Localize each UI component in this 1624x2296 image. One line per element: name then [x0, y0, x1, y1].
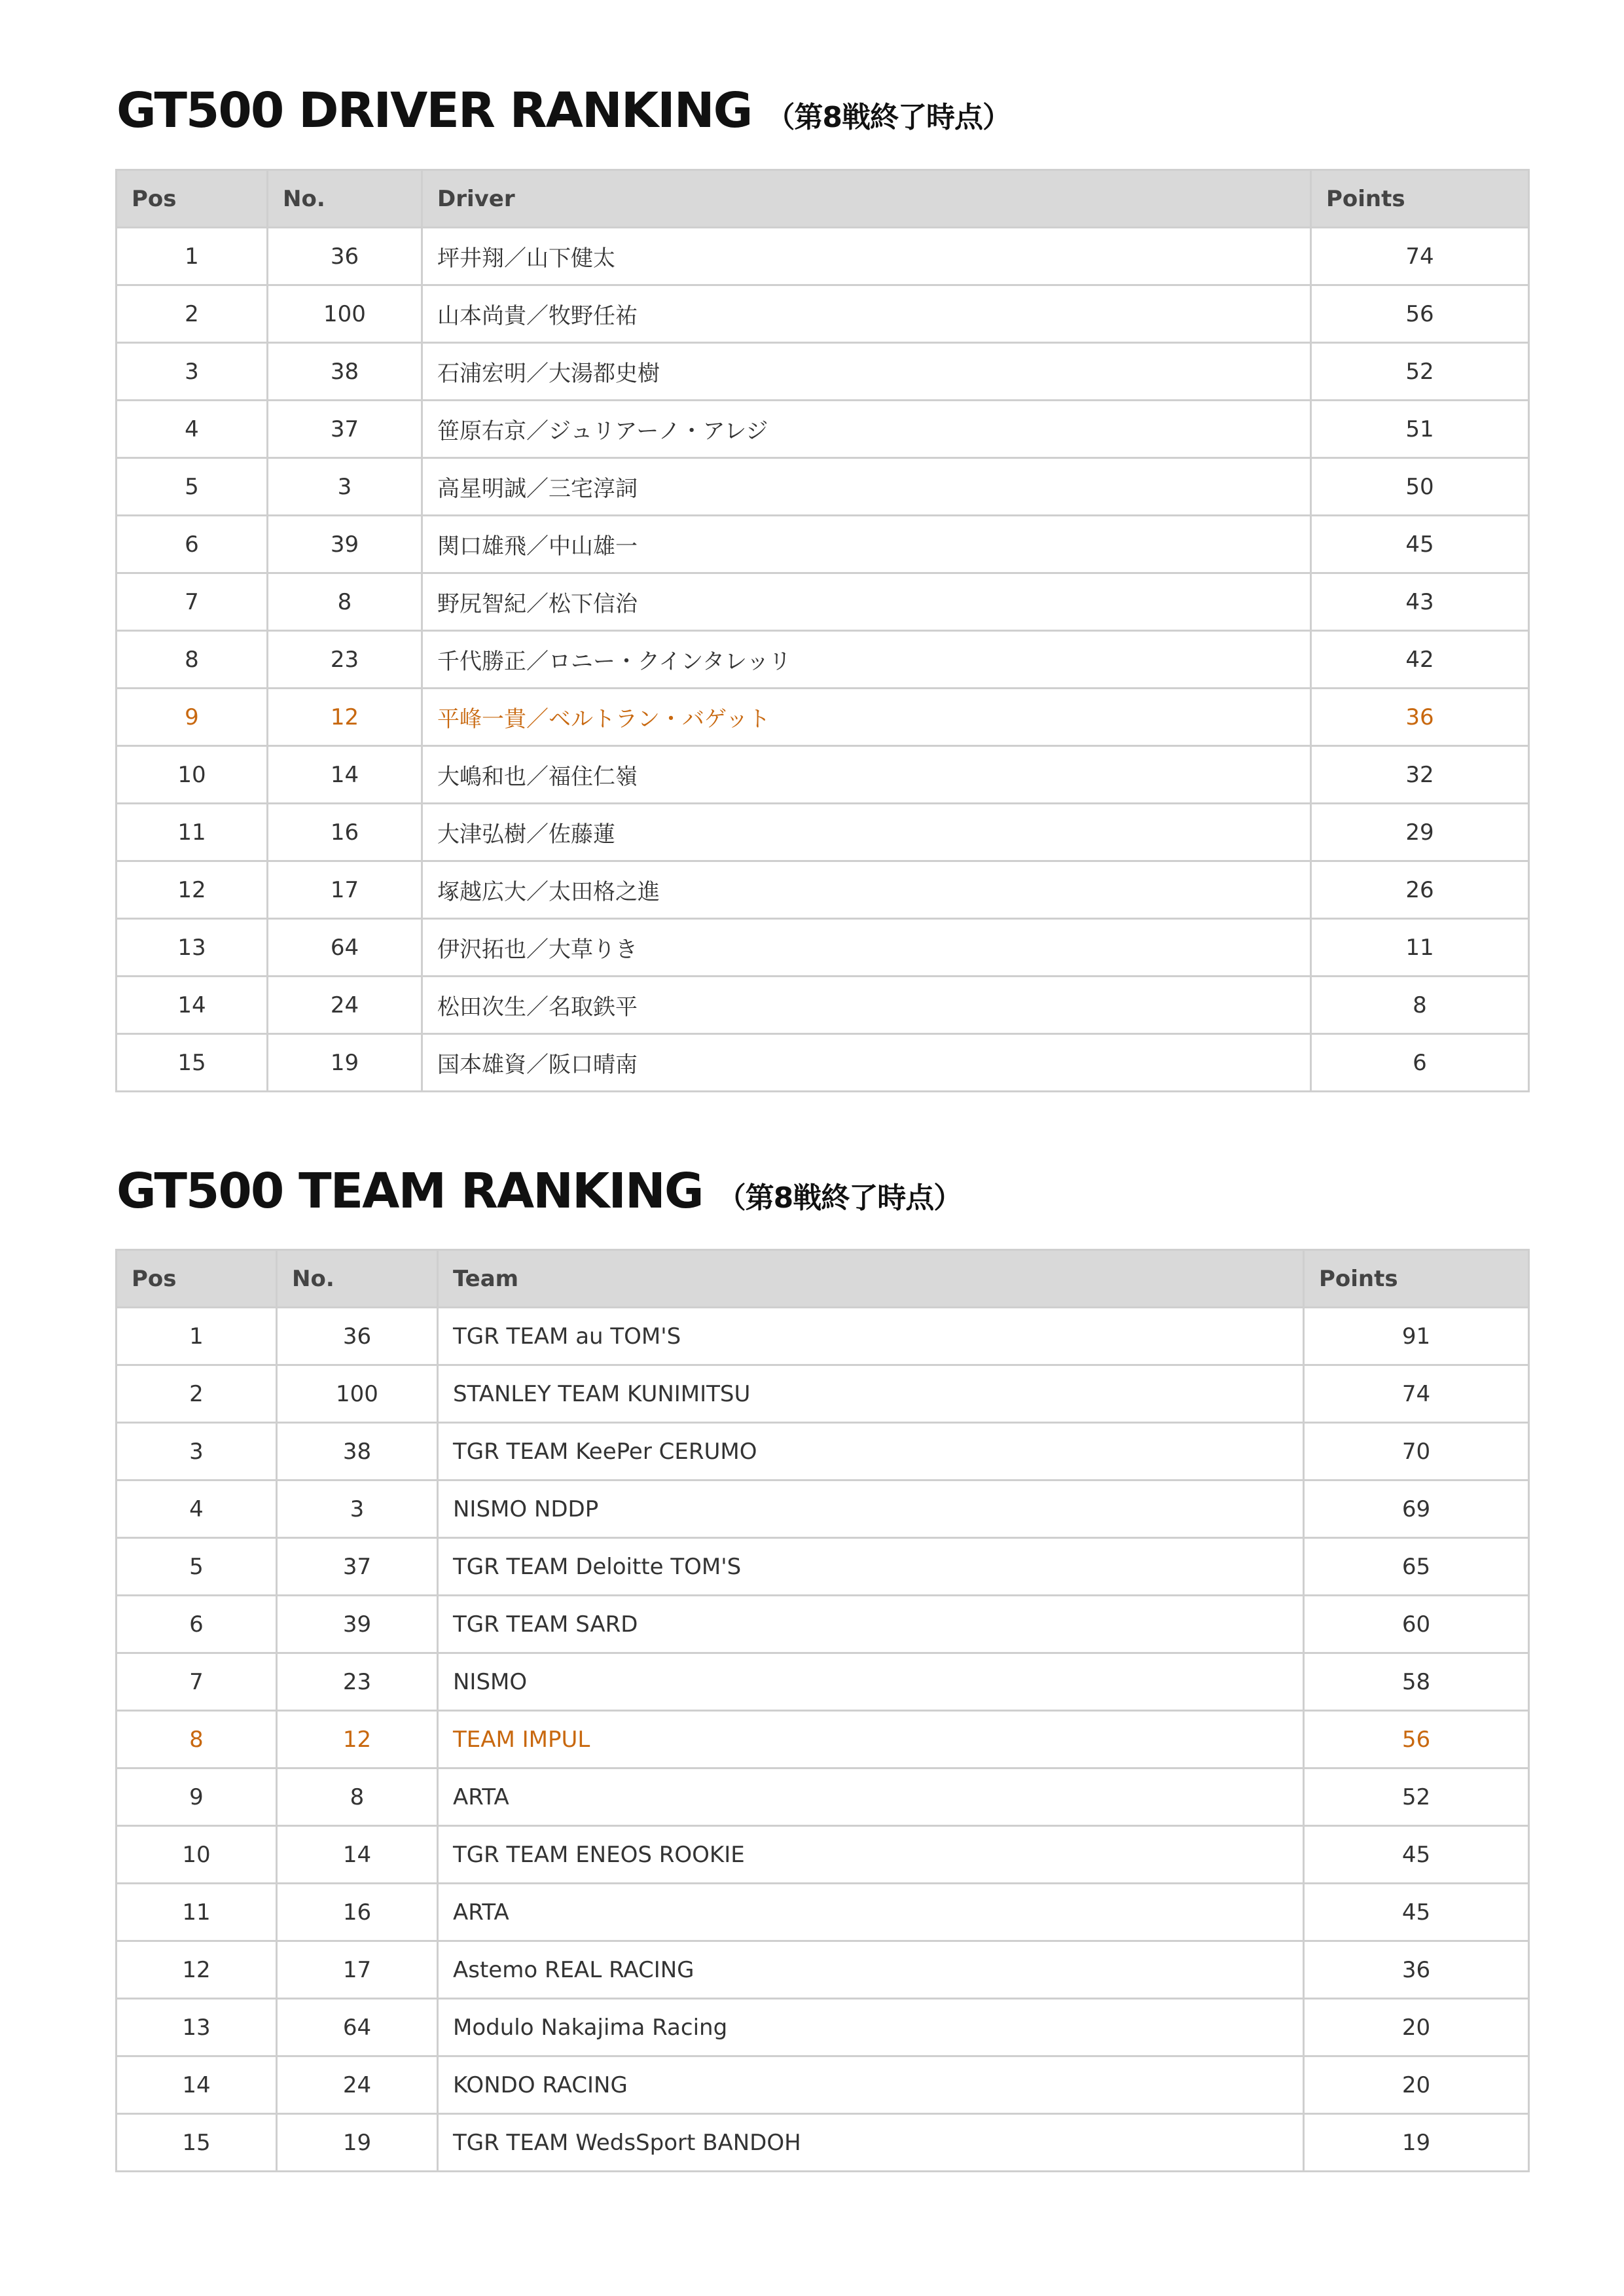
car-number-cell: 16 [268, 804, 422, 861]
team-cell: TGR TEAM WedsSport BANDOH [438, 2114, 1304, 2172]
team-ranking-title-text: GT500 TEAM RANKING [117, 1163, 703, 1219]
points-cell: 36 [1304, 1941, 1529, 1999]
table-row [117, 228, 1529, 285]
pos-cell: 11 [117, 1884, 277, 1941]
pos-cell: 11 [117, 804, 268, 861]
pos-cell: 5 [117, 458, 268, 516]
points-cell: 36 [1311, 689, 1529, 746]
pos-cell: 4 [117, 401, 268, 458]
team-cell: TGR TEAM SARD [438, 1596, 1304, 1653]
points-cell: 70 [1304, 1423, 1529, 1480]
car-number-cell: 39 [268, 516, 422, 573]
team-ranking-subtitle: （第8戦終了時点） [717, 1181, 962, 1215]
pos-cell: 8 [117, 631, 268, 689]
car-number-cell: 19 [277, 2114, 438, 2172]
table-row [117, 804, 1529, 861]
points-cell: 56 [1311, 285, 1529, 343]
pos-cell: 2 [117, 1365, 277, 1423]
car-number-cell: 100 [277, 1365, 438, 1423]
driver-cell: 千代勝正／ロニー・クインタレッリ [422, 631, 1311, 689]
pos-cell: 13 [117, 919, 268, 977]
table-header-row [117, 1250, 1529, 1308]
driver-cell: 伊沢拓也／大草りき [422, 919, 1311, 977]
driver-ranking-title [117, 82, 1011, 139]
car-number-cell: 39 [277, 1596, 438, 1653]
pos-cell: 14 [117, 977, 268, 1034]
car-number-cell: 14 [277, 1826, 438, 1884]
driver-cell: 国本雄資／阪口晴南 [422, 1034, 1311, 1092]
team-cell: TGR TEAM ENEOS ROOKIE [438, 1826, 1304, 1884]
table-row [117, 2056, 1529, 2114]
pos-cell: 1 [117, 1308, 277, 1365]
pos-cell: 7 [117, 573, 268, 631]
car-number-cell: 36 [277, 1308, 438, 1365]
pos-cell: 10 [117, 1826, 277, 1884]
team-cell: TGR TEAM KeePer CERUMO [438, 1423, 1304, 1480]
pos-cell: 1 [117, 228, 268, 285]
driver-cell: 大嶋和也／福住仁嶺 [422, 746, 1311, 804]
points-cell: 45 [1304, 1826, 1529, 1884]
table-row [117, 1538, 1529, 1596]
table-row [117, 343, 1529, 401]
team-cell: Astemo REAL RACING [438, 1941, 1304, 1999]
car-number-cell: 3 [268, 458, 422, 516]
header-driver: Driver [422, 170, 1311, 228]
points-cell: 74 [1311, 228, 1529, 285]
points-cell: 91 [1304, 1308, 1529, 1365]
table-row [117, 746, 1529, 804]
header-points: Points [1311, 170, 1529, 228]
driver-cell: 野尻智紀／松下信治 [422, 573, 1311, 631]
table-row [117, 631, 1529, 689]
car-number-cell: 12 [268, 689, 422, 746]
pos-cell: 4 [117, 1480, 277, 1538]
pos-cell: 9 [117, 1768, 277, 1826]
points-cell: 19 [1304, 2114, 1529, 2172]
pos-cell: 7 [117, 1653, 277, 1711]
points-cell: 50 [1311, 458, 1529, 516]
points-cell: 20 [1304, 1999, 1529, 2056]
pos-cell: 14 [117, 2056, 277, 2114]
header-pos: Pos [117, 1250, 277, 1308]
driver-cell: 関口雄飛／中山雄一 [422, 516, 1311, 573]
points-cell: 11 [1311, 919, 1529, 977]
car-number-cell: 23 [268, 631, 422, 689]
driver-cell: 大津弘樹／佐藤蓮 [422, 804, 1311, 861]
table-row [117, 1480, 1529, 1538]
points-cell: 69 [1304, 1480, 1529, 1538]
table-row [117, 1711, 1529, 1768]
pos-cell: 3 [117, 1423, 277, 1480]
points-cell: 29 [1311, 804, 1529, 861]
driver-cell: 塚越広大／太田格之進 [422, 861, 1311, 919]
pos-cell: 8 [117, 1711, 277, 1768]
points-cell: 74 [1304, 1365, 1529, 1423]
driver-cell: 高星明誠／三宅淳詞 [422, 458, 1311, 516]
pos-cell: 15 [117, 1034, 268, 1092]
car-number-cell: 100 [268, 285, 422, 343]
table-row [117, 1423, 1529, 1480]
table-row [117, 573, 1529, 631]
team-cell: KONDO RACING [438, 2056, 1304, 2114]
table-row [117, 401, 1529, 458]
driver-cell: 平峰一貴／ベルトラン・バゲット [422, 689, 1311, 746]
points-cell: 60 [1304, 1596, 1529, 1653]
points-cell: 45 [1311, 516, 1529, 573]
team-cell: NISMO NDDP [438, 1480, 1304, 1538]
points-cell: 43 [1311, 573, 1529, 631]
car-number-cell: 8 [268, 573, 422, 631]
car-number-cell: 37 [277, 1538, 438, 1596]
car-number-cell: 37 [268, 401, 422, 458]
driver-ranking-subtitle: （第8戦終了時点） [766, 101, 1011, 134]
car-number-cell: 3 [277, 1480, 438, 1538]
table-row [117, 689, 1529, 746]
points-cell: 45 [1304, 1884, 1529, 1941]
points-cell: 26 [1311, 861, 1529, 919]
points-cell: 56 [1304, 1711, 1529, 1768]
table-row [117, 1999, 1529, 2056]
header-team: Team [438, 1250, 1304, 1308]
car-number-cell: 64 [277, 1999, 438, 2056]
driver-cell: 石浦宏明／大湯都史樹 [422, 343, 1311, 401]
pos-cell: 9 [117, 689, 268, 746]
points-cell: 58 [1304, 1653, 1529, 1711]
car-number-cell: 17 [277, 1941, 438, 1999]
table-row [117, 458, 1529, 516]
driver-cell: 笹原右京／ジュリアーノ・アレジ [422, 401, 1311, 458]
team-cell: STANLEY TEAM KUNIMITSU [438, 1365, 1304, 1423]
team-cell: ARTA [438, 1768, 1304, 1826]
points-cell: 52 [1304, 1768, 1529, 1826]
car-number-cell: 8 [277, 1768, 438, 1826]
table-row [117, 1034, 1529, 1092]
pos-cell: 5 [117, 1538, 277, 1596]
header-pos: Pos [117, 170, 268, 228]
table-row [117, 919, 1529, 977]
car-number-cell: 38 [268, 343, 422, 401]
table-row [117, 1596, 1529, 1653]
table-header-row [117, 170, 1529, 228]
header-points: Points [1304, 1250, 1529, 1308]
pos-cell: 6 [117, 1596, 277, 1653]
pos-cell: 3 [117, 343, 268, 401]
points-cell: 6 [1311, 1034, 1529, 1092]
car-number-cell: 64 [268, 919, 422, 977]
team-cell: TGR TEAM au TOM'S [438, 1308, 1304, 1365]
car-number-cell: 36 [268, 228, 422, 285]
driver-cell: 坪井翔／山下健太 [422, 228, 1311, 285]
table-row [117, 1826, 1529, 1884]
team-cell: TEAM IMPUL [438, 1711, 1304, 1768]
car-number-cell: 38 [277, 1423, 438, 1480]
table-row [117, 1365, 1529, 1423]
table-row [117, 516, 1529, 573]
table-row [117, 1768, 1529, 1826]
table-row [117, 2114, 1529, 2172]
car-number-cell: 12 [277, 1711, 438, 1768]
team-cell: Modulo Nakajima Racing [438, 1999, 1304, 2056]
driver-ranking-title-text: GT500 DRIVER RANKING [117, 82, 752, 139]
pos-cell: 12 [117, 1941, 277, 1999]
points-cell: 20 [1304, 2056, 1529, 2114]
pos-cell: 12 [117, 861, 268, 919]
team-ranking-table [115, 1249, 1530, 2172]
points-cell: 8 [1311, 977, 1529, 1034]
team-cell: TGR TEAM Deloitte TOM'S [438, 1538, 1304, 1596]
car-number-cell: 24 [268, 977, 422, 1034]
car-number-cell: 16 [277, 1884, 438, 1941]
table-row [117, 977, 1529, 1034]
car-number-cell: 24 [277, 2056, 438, 2114]
table-row [117, 1653, 1529, 1711]
car-number-cell: 14 [268, 746, 422, 804]
pos-cell: 6 [117, 516, 268, 573]
points-cell: 51 [1311, 401, 1529, 458]
points-cell: 42 [1311, 631, 1529, 689]
driver-cell: 松田次生／名取鉄平 [422, 977, 1311, 1034]
points-cell: 65 [1304, 1538, 1529, 1596]
team-cell: ARTA [438, 1884, 1304, 1941]
car-number-cell: 17 [268, 861, 422, 919]
team-ranking-title [117, 1163, 962, 1219]
pos-cell: 15 [117, 2114, 277, 2172]
team-cell: NISMO [438, 1653, 1304, 1711]
car-number-cell: 19 [268, 1034, 422, 1092]
pos-cell: 13 [117, 1999, 277, 2056]
table-row [117, 1941, 1529, 1999]
header-no: No. [268, 170, 422, 228]
points-cell: 32 [1311, 746, 1529, 804]
pos-cell: 10 [117, 746, 268, 804]
driver-cell: 山本尚貴／牧野任祐 [422, 285, 1311, 343]
car-number-cell: 23 [277, 1653, 438, 1711]
table-row [117, 1884, 1529, 1941]
points-cell: 52 [1311, 343, 1529, 401]
table-row [117, 861, 1529, 919]
pos-cell: 2 [117, 285, 268, 343]
header-no: No. [277, 1250, 438, 1308]
table-row [117, 285, 1529, 343]
table-row [117, 1308, 1529, 1365]
driver-ranking-table [115, 169, 1530, 1092]
